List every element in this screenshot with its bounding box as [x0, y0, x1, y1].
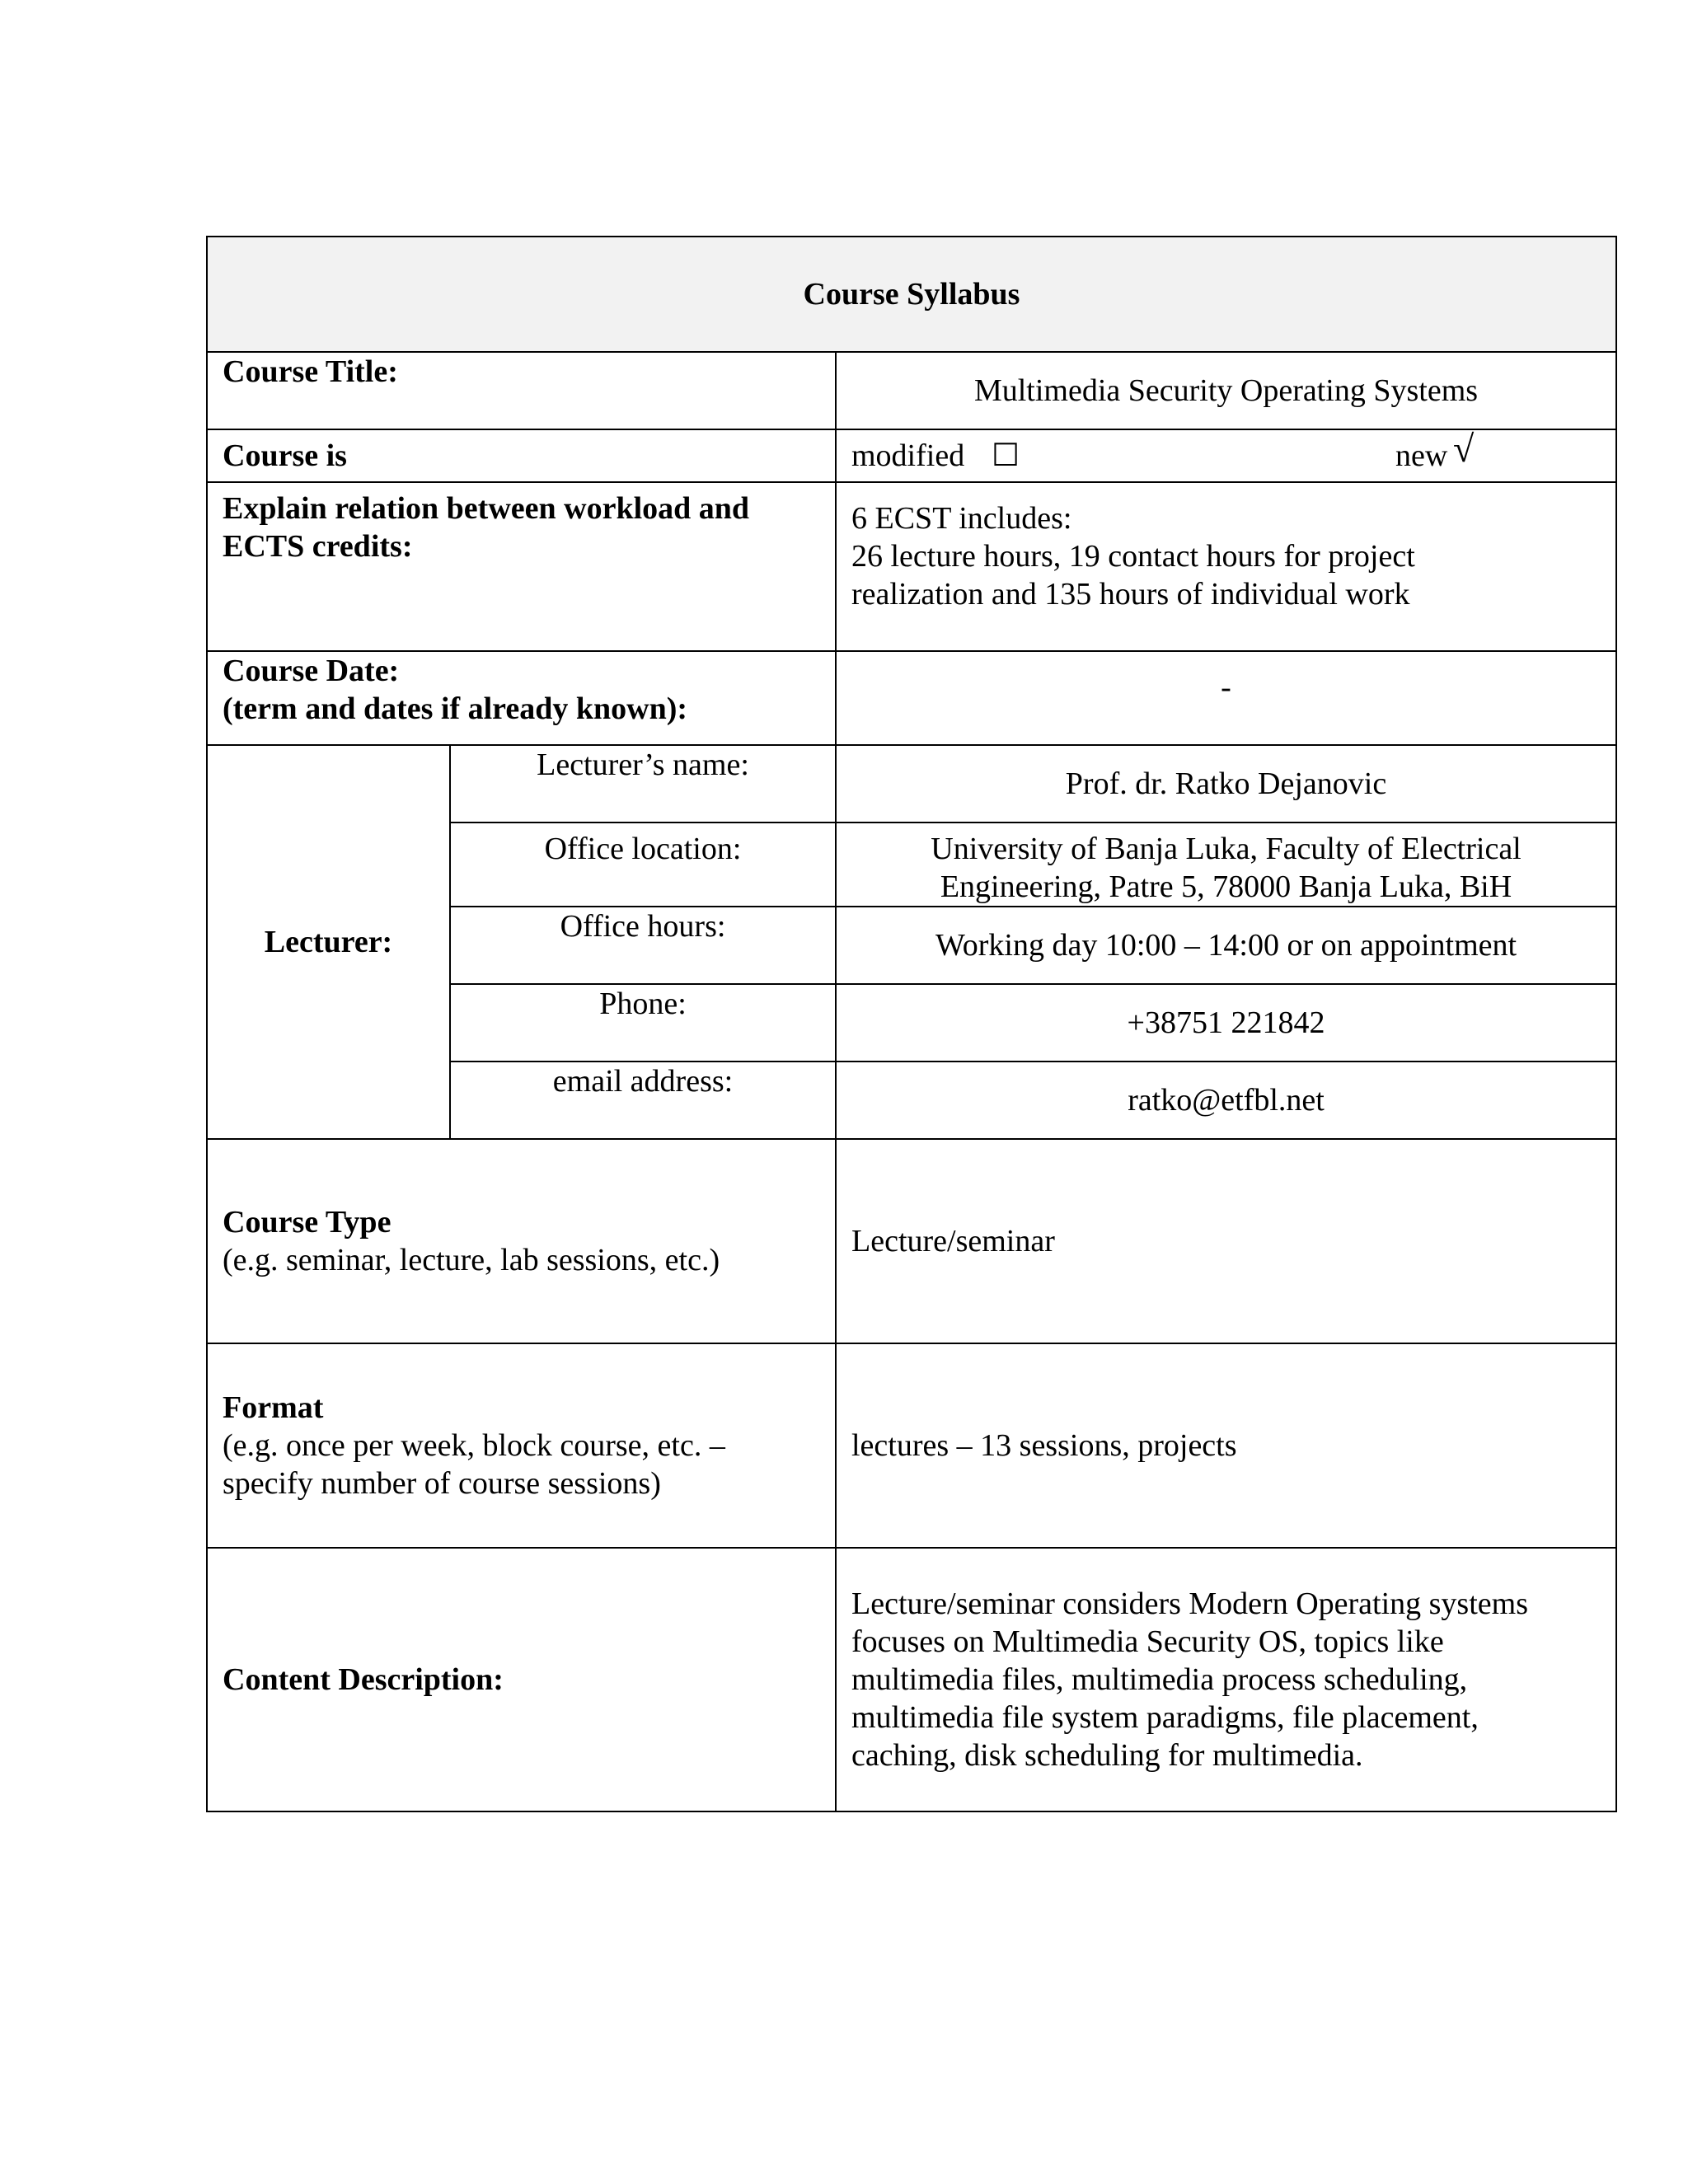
- office-hours-value: Working day 10:00 – 14:00 or on appointment: [836, 907, 1616, 984]
- course-date-value: -: [836, 651, 1616, 745]
- ects-value: [836, 482, 1616, 651]
- course-syllabus-table: [206, 236, 1617, 1812]
- course-is-row: [207, 429, 1616, 482]
- format-hint-line1: (e.g. once per week, block course, etc. –: [223, 1428, 725, 1463]
- course-title-value: Multimedia Security Operating Systems: [836, 352, 1616, 429]
- format-row: [207, 1343, 1616, 1548]
- content-value: [836, 1548, 1616, 1811]
- lecturer-name-row: [207, 745, 1616, 823]
- ects-row: [207, 482, 1616, 651]
- office-location-line1: University of Banja Luka, Faculty of Electrical: [931, 832, 1522, 866]
- ects-value-line2: 26 lecture hours, 19 contact hours for project: [851, 539, 1415, 574]
- office-location-value: [836, 823, 1616, 907]
- content-line: multimedia file system paradigms, file placement,: [851, 1700, 1479, 1735]
- office-hours-label: Office hours:: [450, 907, 836, 984]
- phone-value: +38751 221842: [836, 984, 1616, 1062]
- course-title-row: [207, 352, 1616, 429]
- ects-label: [207, 482, 836, 651]
- content-row: [207, 1548, 1616, 1811]
- format-label-cell: [207, 1343, 836, 1548]
- ects-value-line1: 6 ECST includes:: [851, 501, 1072, 536]
- email-label: email address:: [450, 1062, 836, 1139]
- course-date-label-line2: (term and dates if already known):: [223, 691, 688, 726]
- content-label: Content Description:: [207, 1548, 836, 1811]
- lecturer-name-value: Prof. dr. Ratko Dejanovic: [836, 745, 1616, 823]
- lecturer-label: Lecturer:: [207, 745, 450, 1139]
- course-type-hint: (e.g. seminar, lecture, lab sessions, etc.): [223, 1243, 720, 1277]
- content-line: caching, disk scheduling for multimedia.: [851, 1738, 1363, 1773]
- course-type-row: [207, 1139, 1616, 1343]
- course-date-label: [207, 651, 836, 745]
- new-option-label: new: [1395, 438, 1448, 473]
- course-type-label-cell: [207, 1139, 836, 1343]
- course-date-label-line1: Course Date:: [223, 654, 400, 688]
- format-label: Format: [223, 1390, 324, 1425]
- content-line: Lecture/seminar considers Modern Operating systems: [851, 1586, 1528, 1621]
- office-location-line2: Engineering, Patre 5, 78000 Banja Luka, BiH: [940, 869, 1512, 904]
- format-value: lectures – 13 sessions, projects: [836, 1343, 1616, 1548]
- content-line: focuses on Multimedia Security OS, topics like: [851, 1624, 1444, 1659]
- ects-label-line2: ECTS credits:: [223, 529, 413, 564]
- office-location-label: Office location:: [450, 823, 836, 907]
- format-hint-line2: specify number of course sessions): [223, 1466, 661, 1501]
- syllabus-title: Course Syllabus: [207, 237, 1616, 352]
- ects-value-line3: realization and 135 hours of individual work: [851, 577, 1410, 612]
- course-is-label: Course is: [207, 429, 836, 482]
- course-type-label: Course Type: [223, 1205, 392, 1240]
- modified-option-label: modified: [851, 438, 965, 473]
- course-date-row: [207, 651, 1616, 745]
- phone-label: Phone:: [450, 984, 836, 1062]
- content-line: multimedia files, multimedia process scheduling,: [851, 1662, 1468, 1697]
- course-title-label: Course Title:: [207, 352, 836, 429]
- course-is-options: [836, 429, 1616, 482]
- email-value: ratko@etfbl.net: [836, 1062, 1616, 1139]
- course-type-value: Lecture/seminar: [836, 1139, 1616, 1343]
- header-row: [207, 237, 1616, 352]
- lecturer-name-label: Lecturer’s name:: [450, 745, 836, 823]
- ects-label-line1: Explain relation between workload and: [223, 491, 750, 526]
- checkmark-icon: √: [1453, 428, 1475, 470]
- modified-checkbox-icon: ☐: [992, 438, 1020, 473]
